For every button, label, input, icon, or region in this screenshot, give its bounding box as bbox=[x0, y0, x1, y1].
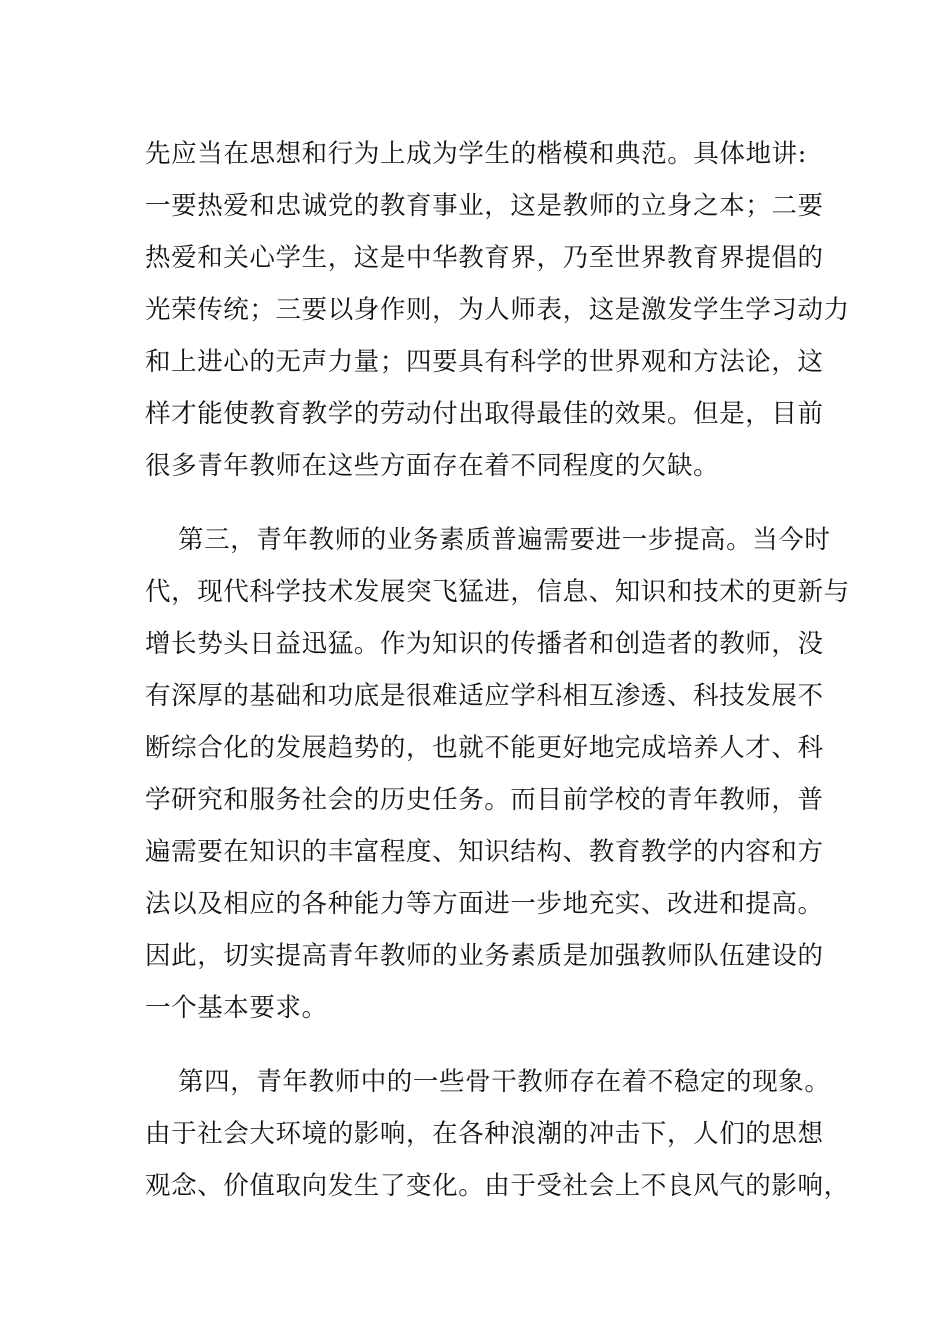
paragraph-line: 先应当在思想和行为上成为学生的楷模和典范。具体地讲: bbox=[145, 139, 807, 169]
paragraph-line: 遍需要在知识的丰富程度、知识结构、教育教学的内容和方 bbox=[145, 837, 824, 867]
paragraph-line: 断综合化的发展趋势的，也就不能更好地完成培养人才、科 bbox=[145, 733, 824, 763]
paragraph-line: 有深厚的基础和功底是很难适应学科相互渗透、科技发展不 bbox=[145, 681, 824, 711]
paragraph-line: 光荣传统；三要以身作则，为人师表，这是激发学生学习动力 bbox=[145, 295, 850, 325]
paragraph-line: 因此，切实提高青年教师的业务素质是加强教师队伍建设的 bbox=[145, 941, 824, 971]
body-text bbox=[145, 128, 850, 1234]
paragraph-1 bbox=[145, 128, 850, 492]
paragraph-line: 很多青年教师在这些方面存在着不同程度的欠缺。 bbox=[145, 451, 720, 481]
paragraph-line: 一要热爱和忠诚党的教育事业，这是教师的立身之本；二要 bbox=[145, 191, 824, 221]
paragraph-line: 学研究和服务社会的历史任务。而目前学校的青年教师，普 bbox=[145, 785, 824, 815]
paragraph-line: 热爱和关心学生，这是中华教育界，乃至世界教育界提倡的 bbox=[145, 243, 824, 273]
paragraph-line: 法以及相应的各种能力等方面进一步地充实、改进和提高。 bbox=[145, 889, 824, 919]
paragraph-line: 由于社会大环境的影响，在各种浪潮的冲击下，人们的思想 bbox=[145, 1119, 824, 1149]
paragraph-line: 和上进心的无声力量；四要具有科学的世界观和方法论，这 bbox=[145, 347, 824, 377]
paragraph-line: 增长势头日益迅猛。作为知识的传播者和创造者的教师，没 bbox=[145, 629, 824, 659]
paragraph-line: 第四，青年教师中的一些骨干教师存在着不稳定的现象。 bbox=[178, 1067, 831, 1097]
paragraph-line: 一个基本要求。 bbox=[145, 993, 328, 1023]
paragraph-3 bbox=[145, 1056, 850, 1212]
paragraph-line: 样才能使教育教学的劳动付出取得最佳的效果。但是，目前 bbox=[145, 399, 824, 429]
paragraph-line: 代，现代科学技术发展突飞猛进，信息、知识和技术的更新与 bbox=[145, 577, 850, 607]
paragraph-line: 观念、价值取向发生了变化。由于受社会上不良风气的影响， bbox=[145, 1171, 850, 1201]
paragraph-line: 第三，青年教师的业务素质普遍需要进一步提高。当今时 bbox=[178, 525, 831, 555]
paragraph-2 bbox=[145, 514, 850, 1034]
